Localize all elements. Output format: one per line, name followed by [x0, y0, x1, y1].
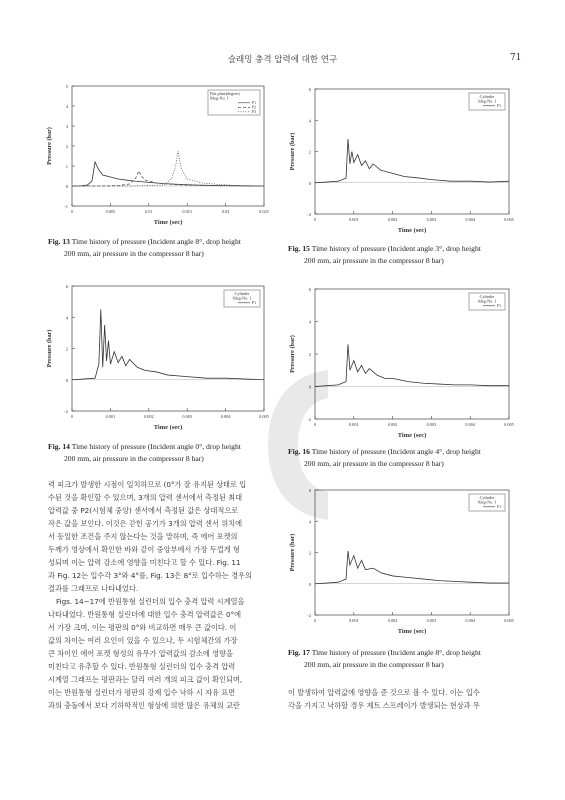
body-line: 압력값 중 P2(시험체 중앙) 센서에서 측정된 값은 상대적으로 — [48, 506, 239, 515]
x-tick-label: 0.005 — [504, 217, 514, 222]
y-axis-label: Pressure (bar) — [289, 533, 296, 572]
y-tick-label: 6 — [308, 488, 311, 493]
chart-fig13 — [42, 80, 272, 230]
caption-fig16: Fig. 16 Time history of pressure (Incident angle 4°, drop height 200 mm, air pressure in the compressor 8 bar) — [288, 447, 481, 468]
figure-13 — [42, 80, 272, 230]
chart-fig16 — [285, 283, 517, 443]
y-tick-label: -2 — [64, 409, 68, 414]
legend-subtitle: 3deg-No. 1 — [477, 98, 497, 104]
y-tick-label: 0 — [65, 377, 68, 383]
legend-entry: P1 — [497, 505, 502, 509]
body-line: 두께가 영상에서 확인한 바와 같이 중앙부에서 가장 두껍게 형 — [48, 545, 240, 554]
y-tick-label: 6 — [65, 284, 68, 289]
legend-title: Cylinder — [479, 495, 495, 500]
x-tick-label: 0.002 — [387, 422, 398, 427]
y-tick-label: 0 — [65, 184, 68, 189]
legend-title: Flat plate(degree) — [210, 91, 240, 96]
body-line: 이 발생하여 압력값에 영향을 준 것으로 볼 수 있다. 이는 입수 — [288, 688, 480, 697]
x-tick-label: 0.005 — [504, 618, 514, 623]
series-line-p1 — [315, 139, 509, 183]
y-tick-label: 0 — [308, 180, 311, 186]
series-line-p1 — [72, 162, 264, 186]
y-tick-label: 4 — [308, 118, 311, 124]
y-tick-label: 2 — [308, 149, 311, 155]
series-line-p1 — [315, 551, 509, 584]
x-tick-label: 0.025 — [259, 209, 269, 214]
legend-entry: P3 — [252, 110, 257, 114]
series-line-p1 — [72, 309, 264, 379]
y-axis-label: Pressure (bar) — [289, 335, 296, 373]
chart-fig17 — [285, 484, 517, 639]
x-axis-label: Time (sec) — [397, 432, 427, 439]
x-tick-label: 0.005 — [105, 209, 116, 214]
y-tick-label: -2 — [307, 417, 311, 422]
x-tick-label: 0 — [313, 618, 317, 623]
y-tick-label: -2 — [307, 613, 311, 618]
legend-title: Cylinder — [479, 94, 495, 99]
y-tick-label: 6 — [308, 287, 311, 292]
y-tick-label: 2 — [308, 352, 311, 357]
x-tick-label: 0.002 — [387, 217, 398, 222]
x-axis-label: Time (sec) — [397, 227, 427, 234]
body-line: Figs. 14~17에 반원통형 실린더의 입수 충격 압력 시계열을 — [56, 597, 245, 606]
y-tick-label: 2 — [308, 550, 311, 556]
y-tick-label: -1 — [64, 204, 68, 209]
x-tick-label: 0.003 — [426, 217, 437, 222]
x-tick-label: 0.002 — [143, 414, 154, 419]
legend-subtitle: 8deg-No. 1 — [477, 499, 497, 505]
body-text-left — [48, 478, 252, 712]
body-line: 시계열 그래프는 평판과는 달리 여러 개의 피크 값이 확인되며, — [48, 675, 243, 684]
x-tick-label: 0 — [70, 414, 74, 419]
x-axis-label: Time (sec) — [153, 424, 183, 431]
x-tick-label: 0 — [313, 422, 317, 427]
body-line: 나타내었다. 반원통형 실린더에 대한 입수 충격 압력값은 0°에 — [48, 610, 242, 619]
y-axis-label: Pressure (bar) — [46, 329, 53, 368]
chart-fig15 — [285, 83, 517, 238]
y-tick-label: 0 — [308, 384, 311, 390]
figure-16 — [285, 283, 517, 443]
caption-fig17: Fig. 17 Time history of pressure (Incident angle 8°, drop height 200 mm, air pressure in the compressor 8 bar) — [288, 648, 481, 669]
y-tick-label: 5 — [65, 84, 68, 89]
x-tick-label: 0.001 — [105, 414, 116, 419]
caption-fig13: Fig. 13 Time history of pressure (Incident angle 8°, drop height 200 mm, air pressure in the compressor 8 bar) — [48, 237, 241, 258]
y-tick-label: 4 — [65, 104, 68, 109]
y-axis-label: Pressure (bar) — [46, 127, 53, 165]
body-line: 결과를 그래프로 나타내었다. — [48, 584, 139, 593]
body-line: 값의 차이는 여러 요인이 있을 수 있으나, 두 시험체간의 가장 — [48, 636, 238, 645]
body-line: 미친다고 유추할 수 있다. 반원통형 실린더의 입수 충격 압력 — [48, 662, 236, 671]
body-line: 과 Fig. 12는 입수각 3°와 4°를, Fig. 13은 8°로 입수하는 경우의 — [48, 571, 252, 580]
y-tick-label: 0 — [308, 581, 311, 587]
body-text-right — [288, 686, 480, 712]
x-tick-label: 0.004 — [465, 422, 476, 427]
body-line: 이는 반원통형 실린더가 평판의 강제 입수 낙하 시 자유 표면 — [48, 688, 236, 697]
body-line: 과의 충돌에서 보다 기하학적인 형상에 의한 많은 유체의 교란 — [48, 701, 240, 710]
y-tick-label: 2 — [65, 346, 68, 352]
x-tick-label: 0.01 — [145, 209, 153, 214]
y-axis-label: Pressure (bar) — [289, 132, 296, 171]
running-header: 슬래밍 충격 압력에 대한 연구 — [227, 55, 338, 65]
legend-subtitle: 4deg-No. 1 — [477, 298, 497, 304]
x-tick-label: 0.005 — [259, 414, 269, 419]
x-tick-label: 0.003 — [426, 422, 437, 427]
body-line: 성되며 이는 압력 감소에 영향을 미친다고 할 수 있다. Fig. 11 — [48, 558, 241, 567]
y-tick-label: 4 — [65, 315, 68, 321]
figure-14 — [42, 280, 272, 435]
legend-entry: P1 — [252, 301, 257, 305]
body-line: 서 가장 크며, 이는 평판의 0°와 비교하면 매우 큰 값이다. 이 — [48, 623, 237, 632]
x-tick-label: 0.001 — [348, 217, 359, 222]
x-tick-label: 0 — [313, 217, 317, 222]
chart-fig14 — [42, 280, 272, 435]
page-number: 71 — [510, 53, 522, 63]
y-tick-label: 3 — [65, 124, 68, 129]
legend-entry: P1 — [497, 104, 502, 108]
y-tick-label: 1 — [65, 164, 68, 169]
y-tick-label: 2 — [65, 144, 68, 149]
legend-title: Cylinder — [234, 291, 250, 296]
x-tick-label: 0.001 — [348, 618, 359, 623]
series-line-p1 — [315, 344, 509, 386]
y-tick-label: 4 — [308, 319, 311, 325]
caption-fig15: Fig. 15 Time history of pressure (Incident angle 3°, drop height 200 mm, air pressure in the compressor 8 bar) — [288, 244, 481, 265]
legend-entry: P1 — [252, 101, 257, 105]
x-tick-label: 0.015 — [182, 209, 193, 214]
legend-entry: P1 — [497, 304, 502, 308]
legend-title: Cylinder — [479, 294, 495, 299]
body-line: 서 동일한 조건을 주지 않는다는 것을 말하며, 즉 에어 포켓의 — [48, 532, 238, 541]
x-tick-label: 0.002 — [387, 618, 398, 623]
legend-entry: P2 — [252, 105, 257, 110]
body-line: 작은 값을 보인다. 이것은 갇힌 공기가 3개의 압력 센서 위치에 — [48, 519, 243, 528]
figure-17 — [285, 484, 517, 639]
y-tick-label: 4 — [308, 519, 311, 525]
x-axis-label: Time (sec) — [397, 628, 427, 635]
x-tick-label: 0.005 — [504, 422, 514, 427]
x-axis-label: Time (sec) — [153, 219, 183, 226]
body-line: 력 피크가 발생한 시점이 일치하므로 (0°가 잘 유지된 상태로 입 — [48, 480, 247, 489]
x-tick-label: 0.004 — [465, 217, 476, 222]
body-line: 각을 가지고 낙하할 경우 제트 스프레이가 발생되는 현상과 무 — [288, 701, 480, 710]
caption-fig14: Fig. 14 Time history of pressure (Incident angle 0°, drop height 200 mm, air pressure in the compressor 8 bar) — [48, 442, 241, 463]
series-line-p3 — [72, 151, 264, 186]
x-tick-label: 0.004 — [465, 618, 476, 623]
body-line: 수된 것을 확인할 수 있으며, 3개의 압력 센서에서 측정된 최대 — [48, 493, 243, 502]
legend-subtitle: 8deg-No. 1 — [210, 95, 229, 101]
x-tick-label: 0.001 — [348, 422, 359, 427]
y-tick-label: 6 — [308, 87, 311, 92]
x-tick-label: 0.02 — [221, 209, 230, 214]
x-tick-label: 0.003 — [426, 618, 437, 623]
body-line: 큰 차이인 에어 포켓 형성의 유무가 압력값의 감소에 영향을 — [48, 649, 233, 658]
x-tick-label: 0.004 — [220, 414, 231, 419]
x-tick-label: 0.003 — [182, 414, 193, 419]
y-tick-label: -2 — [307, 212, 311, 217]
figure-15 — [285, 83, 517, 238]
x-tick-label: 0 — [70, 209, 74, 214]
legend-subtitle: 0deg-No. 1 — [232, 295, 252, 301]
